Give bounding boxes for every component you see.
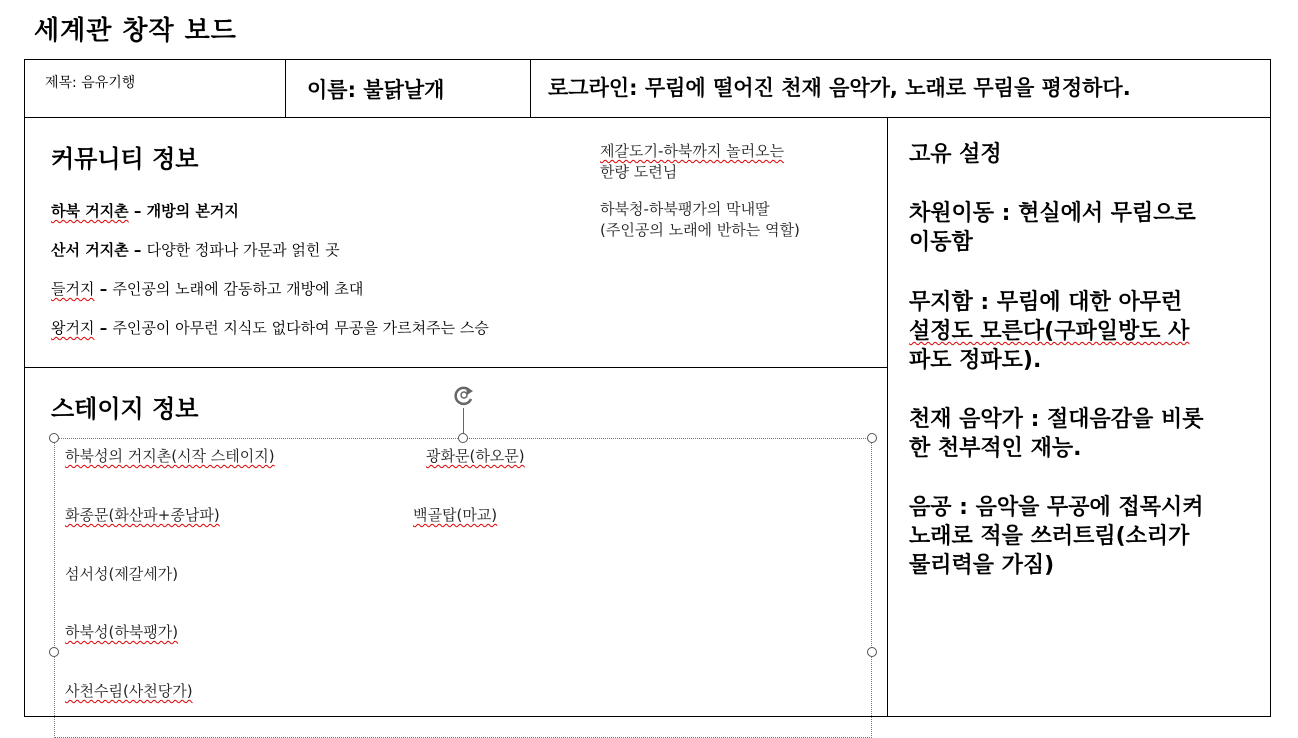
subject-label: 제목: 음유기행 [45,75,136,91]
community-item: 하북 거지촌 – 개방의 본거지 [51,202,239,220]
stage-heading: 스테이지 정보 [51,395,199,423]
community-note: 하북청-하북팽가의 막내딸 (주인공의 노래에 반하는 역할) [600,200,800,239]
logline-label: 로그라인: 무림에 떨어진 천재 음악가, 노래로 무림을 평정하다. [548,76,1131,100]
community-item: 산서 거지촌 – 다양한 정파나 가문과 얽힌 곳 [51,241,340,259]
stage-item: 하북성의 거지촌(시작 스테이지) [65,447,275,465]
community-heading: 커뮤니티 정보 [51,145,199,173]
community-stage-divider [24,367,887,368]
settings-block: 무지함 : 무림에 대한 아무런 설정도 모른다(구파일방도 사 파도 정파도). [909,290,1190,373]
community-term: 들거지 [51,280,95,298]
header-col-divider-1 [285,59,286,117]
stage-item: 백골탑(마교) [413,506,498,524]
resize-handle-top-center[interactable] [458,433,468,443]
community-term: 하북 거지촌 [51,202,129,220]
resize-handle-top-left[interactable] [49,433,59,443]
stage-item: 화종문(화산파+종남파) [65,506,220,524]
resize-handle-mid-left[interactable] [49,647,59,657]
stage-item: 섬서성(제갈세가) [65,565,179,583]
settings-heading: 고유 설정 [909,142,1002,167]
stage-item: 광화문(하오문) [426,447,525,465]
settings-block: 음공 : 음악을 무공에 접목시켜 노래로 적을 쓰러트림(소리가 물리력을 가짐) [909,495,1204,578]
community-item: 들거지 – 주인공의 노래에 감동하고 개방에 초대 [51,280,364,298]
board-title: 세계관 창작 보드 [34,16,237,46]
stage-item: 하북성(하북팽가) [65,623,179,641]
name-label [307,74,444,104]
community-item: 왕거지 – 주인공이 아무런 지식도 없다하여 무공을 가르쳐주는 스승 [51,319,489,337]
resize-handle-top-right[interactable] [867,433,877,443]
community-term: 왕거지 [51,319,95,337]
resize-handle-mid-right[interactable] [867,647,877,657]
header-col-divider-2 [530,59,531,117]
rotate-handle-icon[interactable] [450,382,478,410]
settings-divider [887,117,888,717]
community-note: 제갈도기-하북까지 놀러오는 한량 도련님 [600,142,785,181]
header-divider [24,117,1271,118]
settings-block: 차원이동 : 현실에서 무림으로 이동함 [909,201,1196,255]
settings-block: 천재 음악가 : 절대음감을 비롯 한 천부적인 재능. [909,407,1204,461]
name-text: 이름: 불닭날개 [307,78,445,102]
stage-item: 사천수림(사천당가) [65,682,193,700]
community-term: 산서 거지촌 [51,241,129,259]
